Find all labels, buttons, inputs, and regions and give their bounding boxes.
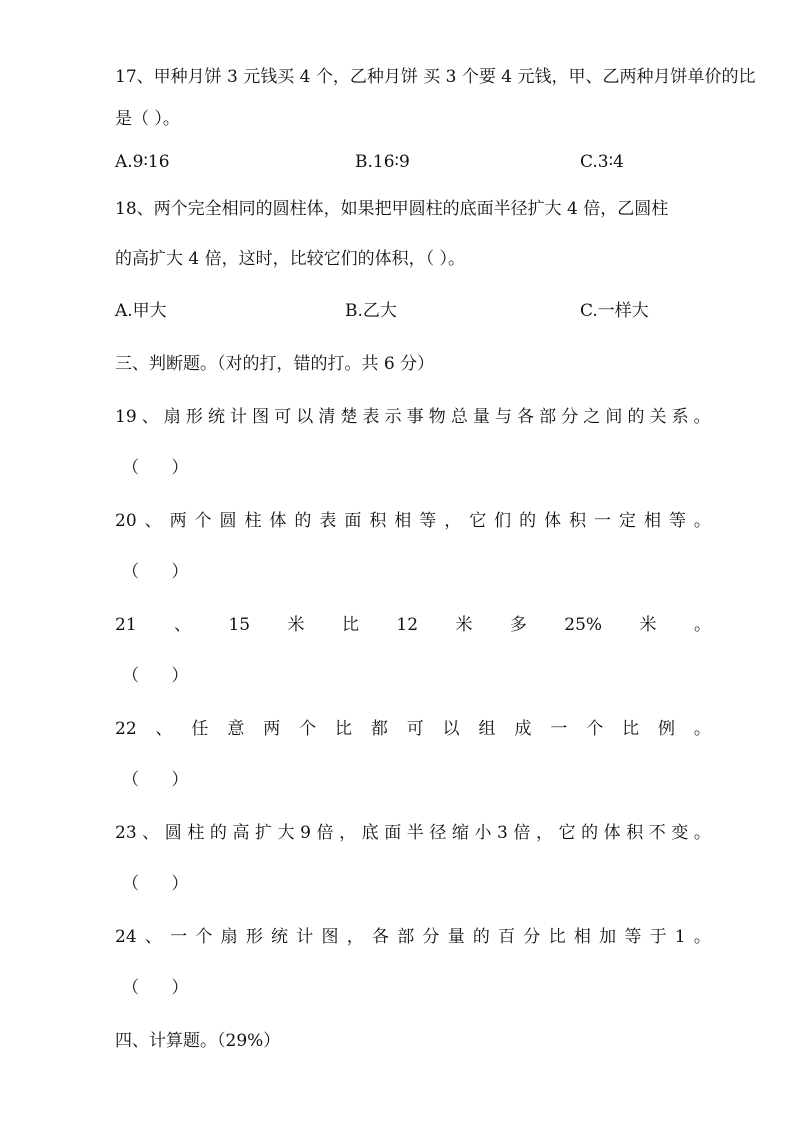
statement-token: 物 (428, 407, 446, 427)
statement-token: 15 (228, 615, 251, 635)
answer-blank[interactable]: （ ） (122, 874, 189, 894)
statement-token: 比 (622, 719, 640, 739)
statement-token: 可 (406, 719, 424, 739)
statement-token: 两 (169, 511, 187, 531)
statement-token: 高 (232, 823, 250, 843)
q17-option-a: A.9∶16 (115, 152, 170, 172)
statement-token: 22 (115, 719, 137, 739)
statement-token: 的 (472, 927, 490, 947)
statement-token: ， (339, 823, 357, 843)
statement-token: 倍 (316, 823, 334, 843)
statement-token: 25% (564, 615, 603, 635)
statement-token: 。 (693, 511, 711, 531)
statement-token: 、 (144, 927, 162, 947)
statement-token: 柱 (244, 511, 262, 531)
statement-token: 图 (252, 407, 270, 427)
statement-token: 可 (274, 407, 292, 427)
statement-token: 分 (523, 927, 541, 947)
statement-token: 大 (277, 823, 295, 843)
statement-token: 比 (334, 719, 352, 739)
statement-token: 的 (581, 823, 599, 843)
statement-token: 、 (142, 823, 160, 843)
statement-token: 等 (668, 511, 686, 531)
statement-token: 形 (185, 407, 203, 427)
statement-token: 径 (429, 823, 447, 843)
statement-token: 底 (361, 823, 379, 843)
answer-blank[interactable]: （ ） (122, 770, 189, 790)
statement-token: 示 (384, 407, 402, 427)
statement-token: 部 (539, 407, 557, 427)
answer-blank[interactable]: （ ） (122, 978, 189, 998)
statement-token: ， (535, 823, 553, 843)
statement-token: 定 (619, 511, 637, 531)
statement-token: 加 (599, 927, 617, 947)
statement-token: 表 (319, 511, 337, 531)
judgment-statement (115, 510, 711, 532)
statement-token: 米 (287, 615, 305, 635)
statement-token: 扇 (163, 407, 181, 427)
statement-token: ， (346, 927, 364, 947)
judgment-statement (115, 406, 711, 428)
statement-token: 个 (195, 927, 213, 947)
statement-token: 图 (321, 927, 339, 947)
statement-token: 形 (245, 927, 263, 947)
statement-token: 的 (209, 823, 227, 843)
judgment-statement (115, 718, 711, 740)
statement-token: 表 (362, 407, 380, 427)
statement-token: 体 (269, 511, 287, 531)
statement-token: 系 (671, 407, 689, 427)
statement-token: 1 (674, 927, 686, 947)
q17-line-1: 17、甲种月饼 3 元钱买 4 个，乙种月饼 买 3 个要 4 元钱，甲、乙两种月饼单价的比 (115, 67, 756, 87)
statement-token: 24 (115, 927, 137, 947)
statement-token: 相 (573, 927, 591, 947)
statement-token: 比 (341, 615, 359, 635)
statement-token: 体 (603, 823, 621, 843)
q18-option-b: B.乙大 (345, 301, 397, 321)
statement-token: 。 (693, 719, 711, 739)
statement-token: 分 (422, 927, 440, 947)
q18-line-1: 18、两个完全相同的圆柱体，如果把甲圆柱的底面半径扩大 4 倍，乙圆柱 (115, 199, 669, 219)
statement-token: 意 (227, 719, 245, 739)
statement-token: 23 (115, 823, 137, 843)
statement-token: 扇 (220, 927, 238, 947)
statement-token: 例 (658, 719, 675, 739)
statement-token: 各 (371, 927, 389, 947)
statement-token: 的 (519, 511, 537, 531)
statement-token: 一 (170, 927, 188, 947)
statement-token: 半 (406, 823, 424, 843)
statement-token: 圆 (219, 511, 237, 531)
statement-token: 关 (649, 407, 667, 427)
statement-token: 统 (271, 927, 289, 947)
statement-token: 不 (648, 823, 666, 843)
section-4-heading: 四、计算题。（29%） (115, 1031, 281, 1051)
statement-token: 量 (447, 927, 465, 947)
statement-token: 21 (115, 615, 137, 635)
q18-option-c: C.一样大 (580, 301, 649, 321)
statement-token: 计 (296, 927, 314, 947)
statement-token: 积 (369, 511, 387, 531)
judgment-statement (115, 822, 711, 844)
q17-line-2: 是（ ）。 (115, 109, 180, 129)
statement-token: 体 (544, 511, 562, 531)
statement-token: 米 (639, 615, 657, 635)
statement-token: 成 (514, 719, 532, 739)
statement-token: 等 (419, 511, 437, 531)
statement-token: 于 (649, 927, 667, 947)
statement-token: 面 (384, 823, 402, 843)
statement-token: 积 (626, 823, 644, 843)
statement-token: 相 (643, 511, 661, 531)
statement-token: 组 (478, 719, 496, 739)
statement-token: 各 (517, 407, 535, 427)
judgment-statement (115, 614, 711, 636)
statement-token: 多 (509, 615, 527, 635)
statement-token: 。 (693, 407, 711, 427)
statement-token: 它 (558, 823, 576, 843)
statement-token: 它 (469, 511, 487, 531)
statement-token: 积 (569, 511, 587, 531)
statement-token: 一 (550, 719, 568, 739)
statement-token: 任 (191, 719, 209, 739)
statement-token: 3 (497, 823, 508, 843)
section-3-heading: 三、判断题。（对的打，错的打。共 6 分） (115, 354, 435, 374)
statement-token: 的 (627, 407, 645, 427)
statement-token: 。 (693, 823, 711, 843)
statement-token: 比 (548, 927, 566, 947)
statement-token: ， (444, 511, 462, 531)
statement-token: 19 (115, 407, 137, 427)
statement-token: 以 (296, 407, 314, 427)
statement-token: 20 (115, 511, 137, 531)
statement-token: 们 (494, 511, 512, 531)
statement-token: 清 (318, 407, 336, 427)
statement-token: 、 (144, 511, 162, 531)
statement-token: 小 (474, 823, 492, 843)
statement-token: 变 (671, 823, 689, 843)
q17-option-b: B.16∶9 (355, 152, 410, 172)
statement-token: 相 (394, 511, 412, 531)
statement-token: 统 (207, 407, 225, 427)
q18-option-a: A.甲大 (115, 301, 167, 321)
statement-token: 的 (294, 511, 312, 531)
statement-token: 部 (397, 927, 415, 947)
statement-token: 面 (344, 511, 362, 531)
statement-token: 都 (370, 719, 388, 739)
statement-token: 9 (300, 823, 311, 843)
statement-token: 一 (594, 511, 612, 531)
answer-blank[interactable]: （ ） (122, 562, 189, 582)
statement-token: 圆 (164, 823, 182, 843)
statement-token: 个 (586, 719, 604, 739)
statement-token: 、 (174, 615, 192, 635)
statement-token: 分 (561, 407, 579, 427)
statement-token: 12 (396, 615, 419, 635)
statement-token: 总 (450, 407, 468, 427)
statement-token: 事 (406, 407, 424, 427)
judgment-statement (115, 926, 711, 948)
statement-token: 个 (299, 719, 317, 739)
statement-token: 等 (624, 927, 642, 947)
statement-token: 间 (605, 407, 623, 427)
statement-token: 计 (230, 407, 248, 427)
q17-option-c: C.3∶4 (580, 152, 624, 172)
statement-token: 扩 (255, 823, 273, 843)
statement-token: 个 (194, 511, 212, 531)
statement-token: 、 (141, 407, 159, 427)
statement-token: 柱 (187, 823, 205, 843)
answer-blank[interactable]: （ ） (122, 666, 189, 686)
statement-token: 楚 (340, 407, 358, 427)
answer-blank[interactable]: （ ） (122, 458, 189, 478)
statement-token: 以 (442, 719, 460, 739)
statement-token: 、 (155, 719, 173, 739)
q18-line-2: 的高扩大 4 倍，这时，比较它们的体积，（ ）。 (115, 249, 466, 269)
statement-token: 百 (498, 927, 516, 947)
statement-token: 两 (263, 719, 281, 739)
statement-token: 量 (472, 407, 490, 427)
statement-token: 之 (583, 407, 601, 427)
statement-token: 与 (494, 407, 512, 427)
statement-token: 。 (693, 927, 711, 947)
statement-token: 倍 (513, 823, 531, 843)
statement-token: 缩 (451, 823, 469, 843)
statement-token: 米 (455, 615, 473, 635)
statement-token: 。 (693, 615, 711, 635)
